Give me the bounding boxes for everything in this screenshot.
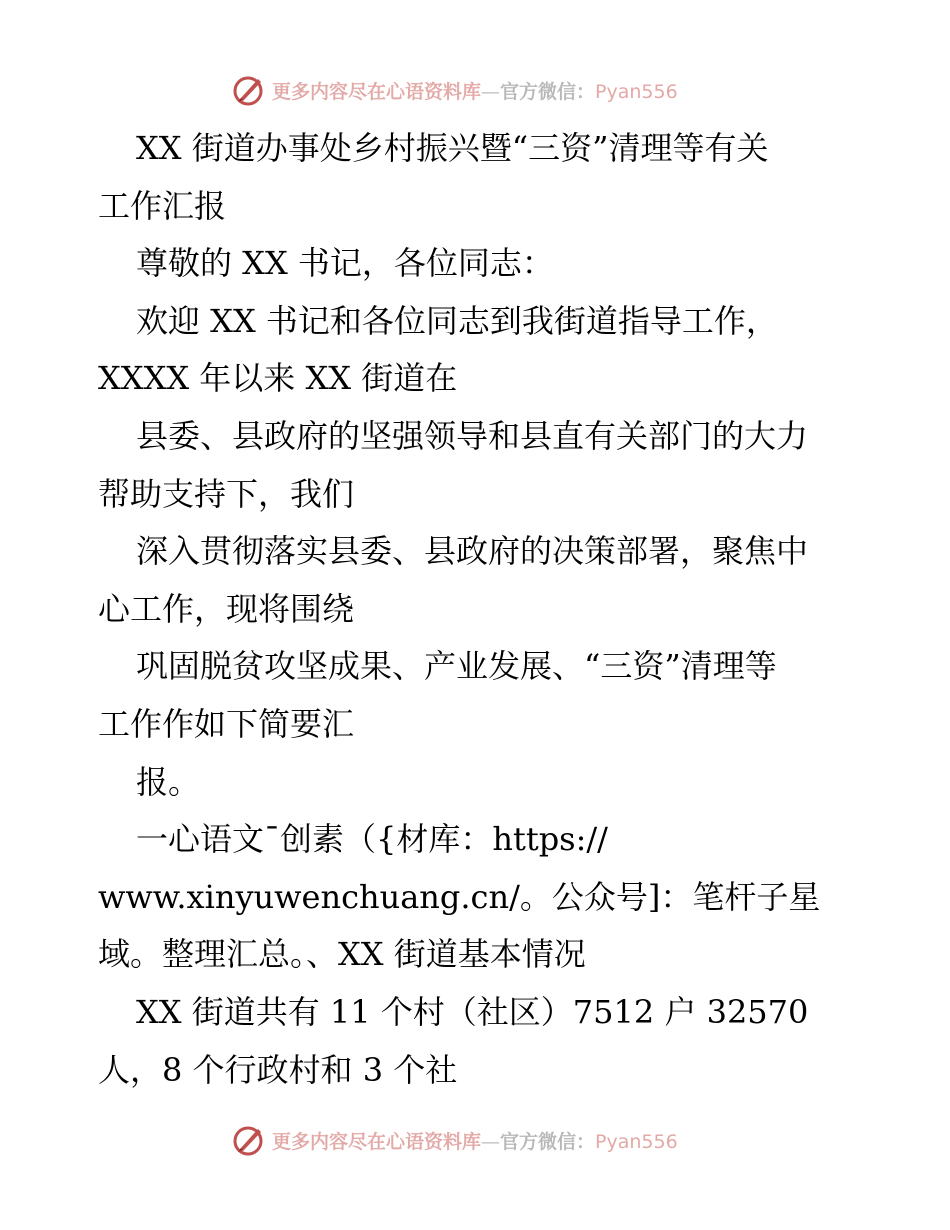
text-line: 人，8 个行政村和 3 个社 xyxy=(98,1050,458,1089)
text-line: 心工作，现将围绕 xyxy=(98,589,355,628)
quill-logo-icon xyxy=(232,1123,266,1157)
banner-main-text: 更多内容尽在心语资料库 xyxy=(272,80,482,103)
text-line: 工作作如下简要汇 xyxy=(98,704,355,743)
header-watermark-banner xyxy=(232,72,712,108)
banner-wechat-label: 官方微信： xyxy=(500,1130,596,1153)
text-line: 工作汇报 xyxy=(98,186,227,225)
text-line: XXXX 年以来 XX 街道在 xyxy=(98,359,458,398)
banner-separator: — xyxy=(481,80,501,103)
text-line: 帮助支持下，我们 xyxy=(98,474,355,513)
text-line: XX 街道办事处乡村振兴暨“三资”清理等有关 xyxy=(136,129,769,167)
document-body xyxy=(98,120,858,1099)
text-line: 尊敬的 XX 书记，各位同志： xyxy=(136,244,554,283)
text-line: 欢迎 XX 书记和各位同志到我街道指导工作， xyxy=(136,301,778,340)
text-line: XX 街道共有 11 个村（社区）7512 户 32570 xyxy=(136,992,809,1031)
text-line: 一心语文¯创素（{材库：https:// xyxy=(136,820,608,859)
text-line: 域。整理汇总。、XX 街道基本情况 xyxy=(98,935,586,974)
text-line: 巩固脱贫攻坚成果、产业发展、“三资”清理等 xyxy=(136,647,777,686)
banner-wechat-id: Pyan556 xyxy=(595,1130,678,1153)
quill-logo-icon xyxy=(232,73,266,107)
text-line: 深入贯彻落实县委、县政府的决策部署，聚焦中 xyxy=(136,532,809,571)
footer-watermark-banner xyxy=(232,1122,712,1158)
banner-wechat-id: Pyan556 xyxy=(595,80,678,103)
text-line: 县委、县政府的坚强领导和县直有关部门的大力 xyxy=(136,416,809,455)
banner-main-text: 更多内容尽在心语资料库 xyxy=(272,1130,482,1153)
banner-separator: — xyxy=(481,1130,501,1153)
banner-wechat-label: 官方微信： xyxy=(500,80,596,103)
text-line: 报。 xyxy=(136,762,201,801)
text-line: www.xinyuwenchuang.cn/。公众号]：笔杆子星 xyxy=(98,877,821,916)
